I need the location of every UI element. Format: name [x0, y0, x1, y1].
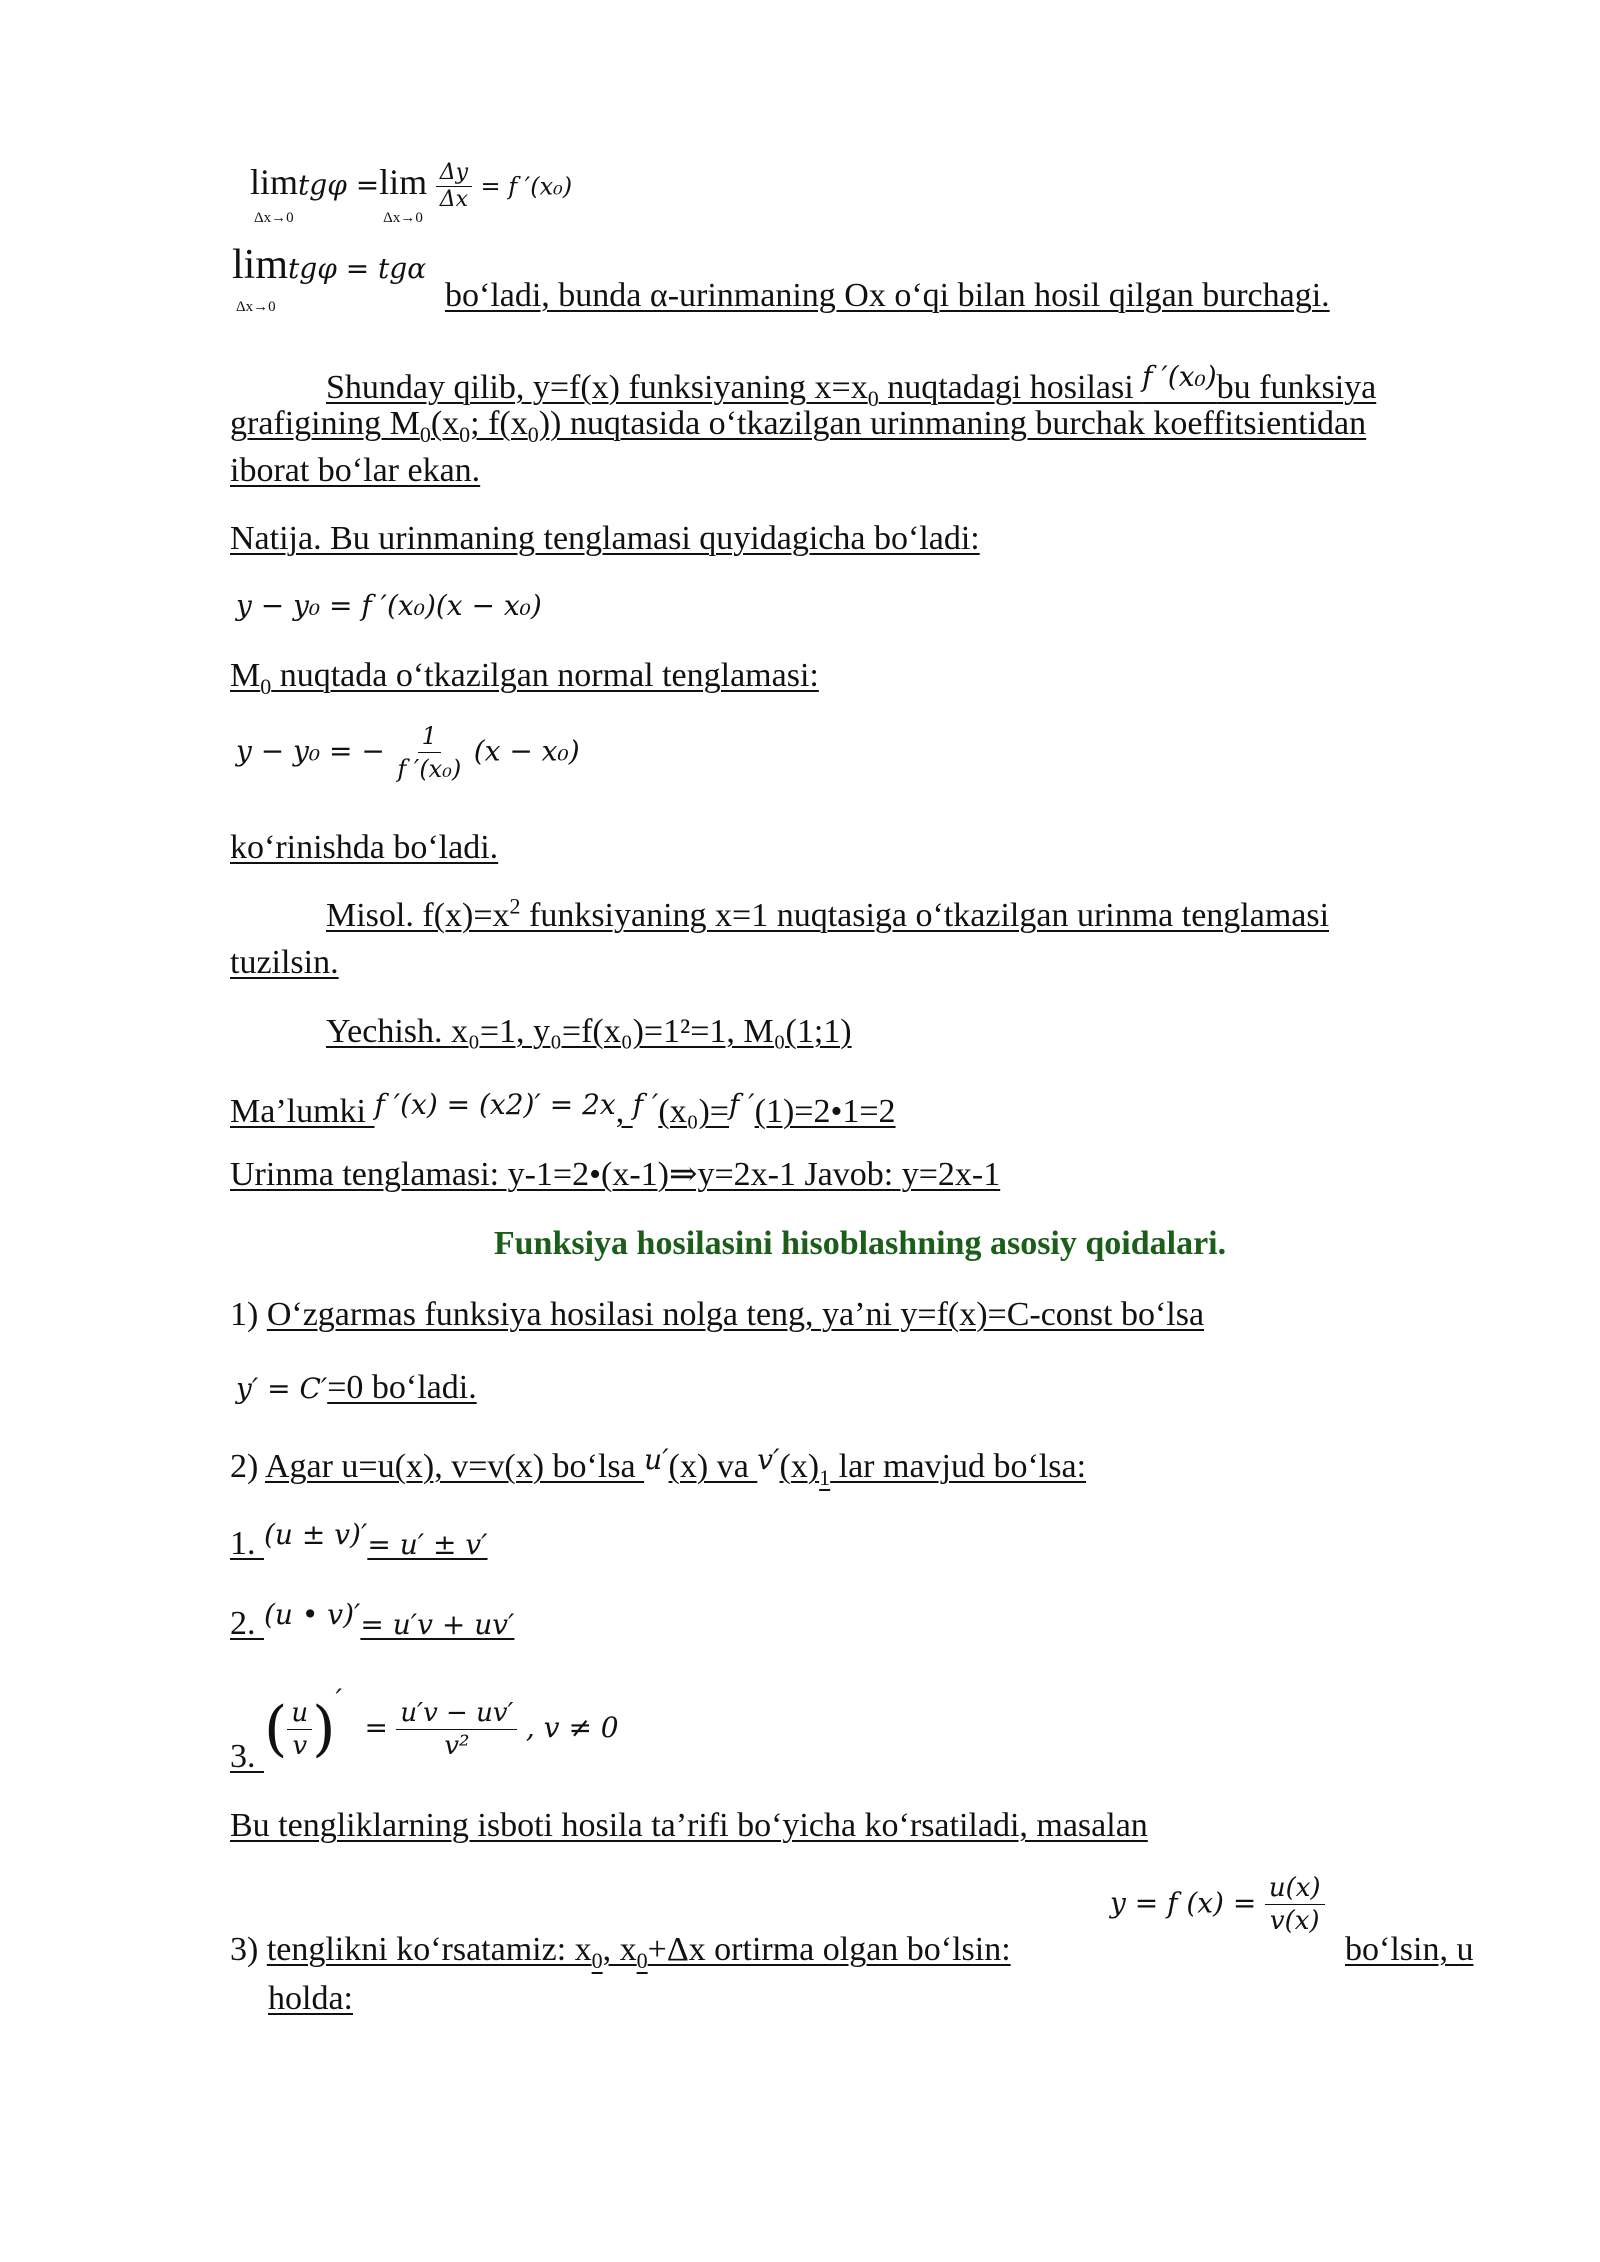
quotient-fraction: $\frac{u'v - uv'}{\text{v²}}$ [396, 1697, 517, 1762]
natija-line: Natija. Bu urinmaning tenglamasi quyidagicha bo‘ladi: [230, 520, 980, 557]
rule3-line2: holda: [268, 1980, 353, 2017]
rule3-tail: bo‘lsin, u [1345, 1931, 1474, 1968]
u-over-v-x: $\frac{u(x)}{v(x)}$ [1265, 1872, 1325, 1937]
para1-line3: iborat bo‘lar ekan. [230, 452, 481, 489]
item3-line: 3. ( $\frac{u}{v}$ )′ = $\frac{u'v - uv'}{\text{v²}}$ , v ≠ 0 [230, 1683, 619, 1775]
limit-formula-1: lim Δx→0 tgφ =lim Δx→0 $\frac{\Delta y}{\Delta x}$ = f ′(x₀) [250, 160, 573, 227]
para1-line1: Shunday qilib, y=f(x) funksiyaning $x=x_0$ nuqtadagi hosilasi $^{f '(x_0)}$bu funksiya [326, 360, 1377, 411]
misol-line1: Misol. $f(x)=x^2$ funksiyaning x=1 nuqtasiga o‘tkazilgan urinma tenglamasi [326, 893, 1330, 934]
item2-line: 2. $^{(u • v)'}$= u′v + uv′ [230, 1598, 515, 1642]
para1-line2: grafigining $M_0(x_0$; $f(x_0)$) nuqtasida o‘tkazilgan urinmaning burchak koeffitsientidan [230, 405, 1367, 447]
rule3-line1: 3) tenglikni ko‘rsatamiz: $x_0$, $x_0+\Delta x$ ortirma olgan bo‘lsin: [230, 1931, 1011, 1973]
normal-title: $M_0$ nuqtada o‘tkazilgan normal tenglamasi: [230, 657, 819, 699]
rule2-line: 2) Agar u=u(x), v=v(x) bo‘lsa $^{u'}$(x) va $^{v'}(x)_1$ lar mavjud bo‘lsa: [230, 1443, 1087, 1490]
lim-operator: lim Δx→0 [250, 162, 299, 227]
lim-operator: lim Δx→0 [379, 162, 428, 227]
item1-line: 1. $^{(u \pm v)'}$= u′ ± v′ [230, 1518, 488, 1562]
rule1b-line: y′ = C′=0 bo‘ladi. [236, 1369, 477, 1406]
isbot-line: Bu tengliklarning isboti hosila ta’rifi bo‘yicha ko‘rsatiladi, masalan [230, 1807, 1148, 1844]
lim-operator: lim Δx→0 [232, 242, 289, 315]
normal-equation: y − y₀ = − $\frac{1}{\text{f ′(x₀)}}$ (x − x₀) [236, 722, 580, 783]
u-over-v: $\frac{u}{v}$ [287, 1697, 312, 1762]
urinma-line: Urinma tenglamasi: y-1=2•(x-1)⇒y=2x-1 Javob: y=2x-1 [230, 1156, 1001, 1193]
yechish-line: Yechish. x₀=1, y₀=f(x₀)=1²=1, M₀(1;1) [326, 1013, 852, 1050]
formula2-text: bo‘ladi, bunda α-urinmaning Ox o‘qi bilan hosil qilgan burchagi. [445, 277, 1330, 314]
rule3-equation: y = f (x) = $\frac{u(x)}{v(x)}$ [1110, 1872, 1325, 1937]
normal-fraction: $\frac{1}{\text{f ′(x₀)}}$ [397, 722, 462, 783]
tangent-equation: y − y₀ = f ′(x₀)(x − x₀) [236, 589, 542, 622]
fraction-dy-dx: $\frac{\Delta y}{\Delta x}$ [436, 160, 472, 213]
section-heading: Funksiya hosilasini hisoblashning asosiy qoidalari. [493, 1225, 1227, 1262]
rule1-line: 1) O‘zgarmas funksiya hosilasi nolga teng, ya’ni y=f(x)=C-const bo‘lsa [230, 1296, 1205, 1333]
normal-end: ko‘rinishda bo‘ladi. [230, 829, 499, 866]
limit-formula-2: lim Δx→0 tgφ = tgα [232, 242, 427, 315]
malumki-line: Ma’lumki $^{f '(x) = (x2)' = 2x}$, $^{f '}$(x₀)=$^{f '}$(1)=2•1=2 [230, 1088, 896, 1130]
misol-line2: tuzilsin. [230, 944, 339, 981]
